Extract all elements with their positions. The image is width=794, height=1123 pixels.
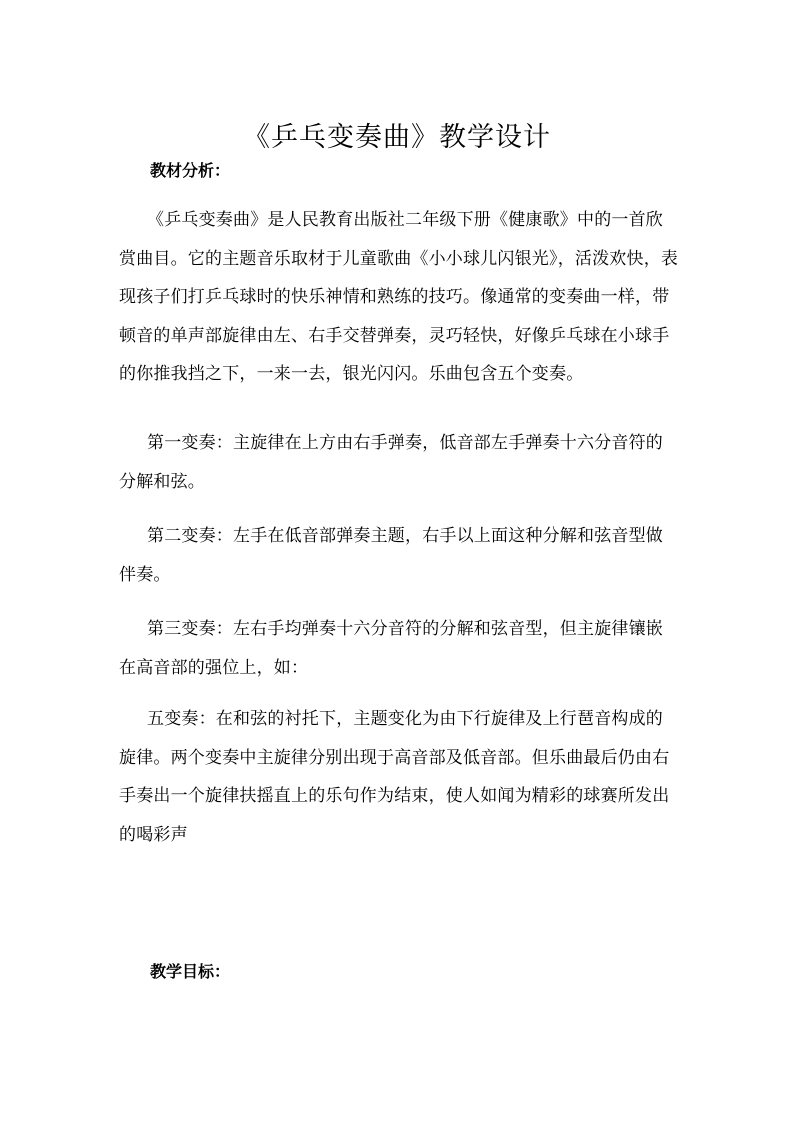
document-title: 《乒乓变奏曲》教学设计 bbox=[243, 122, 551, 154]
paragraph-variation-5: 五变奏：在和弦的衬托下，主题变化为由下行旋律及上行琶音构成的旋律。两个变奏中主旋律分别出现于高音部及低音部。但乐曲最后仍由右手奏出一个旋律扶摇直上的乐句作为结束，使人如闻为精彩的球赛所发出的喝彩声 bbox=[119, 709, 670, 845]
section-heading-teaching-goals: 教学目标： bbox=[150, 962, 231, 981]
paragraph-intro: 《乒乓变奏曲》是人民教育出版社二年级下册《健康歌》中的一首欣赏曲目。它的主题音乐取材于儿童歌曲《小小球儿闪银光》，活泼欢快，表现孩子们打乒乓球时的快乐神情和熟练的技巧。像通常的变奏曲一样，带顿音的单声部旋律由左、右手交替弹奏，灵巧轻快，好像乒乓球在小球手的你推我挡之下，一来一去，银光闪闪。乐曲包含五个变奏。 bbox=[119, 210, 679, 384]
section-heading-material-analysis: 教材分析： bbox=[150, 161, 231, 180]
paragraph-variation-2: 第二变奏：左手在低音部弹奏主题，右手以上面这种分解和弦音型做伴奏。 bbox=[119, 526, 663, 585]
paragraph-variation-1: 第一变奏：主旋律在上方由右手弹奏，低音部左手弹奏十六分音符的分解和弦。 bbox=[119, 433, 663, 492]
paragraph-variation-3: 第三变奏：左右手均弹奏十六分音符的分解和弦音型，但主旋律镶嵌在高音部的强位上，如： bbox=[119, 619, 663, 678]
